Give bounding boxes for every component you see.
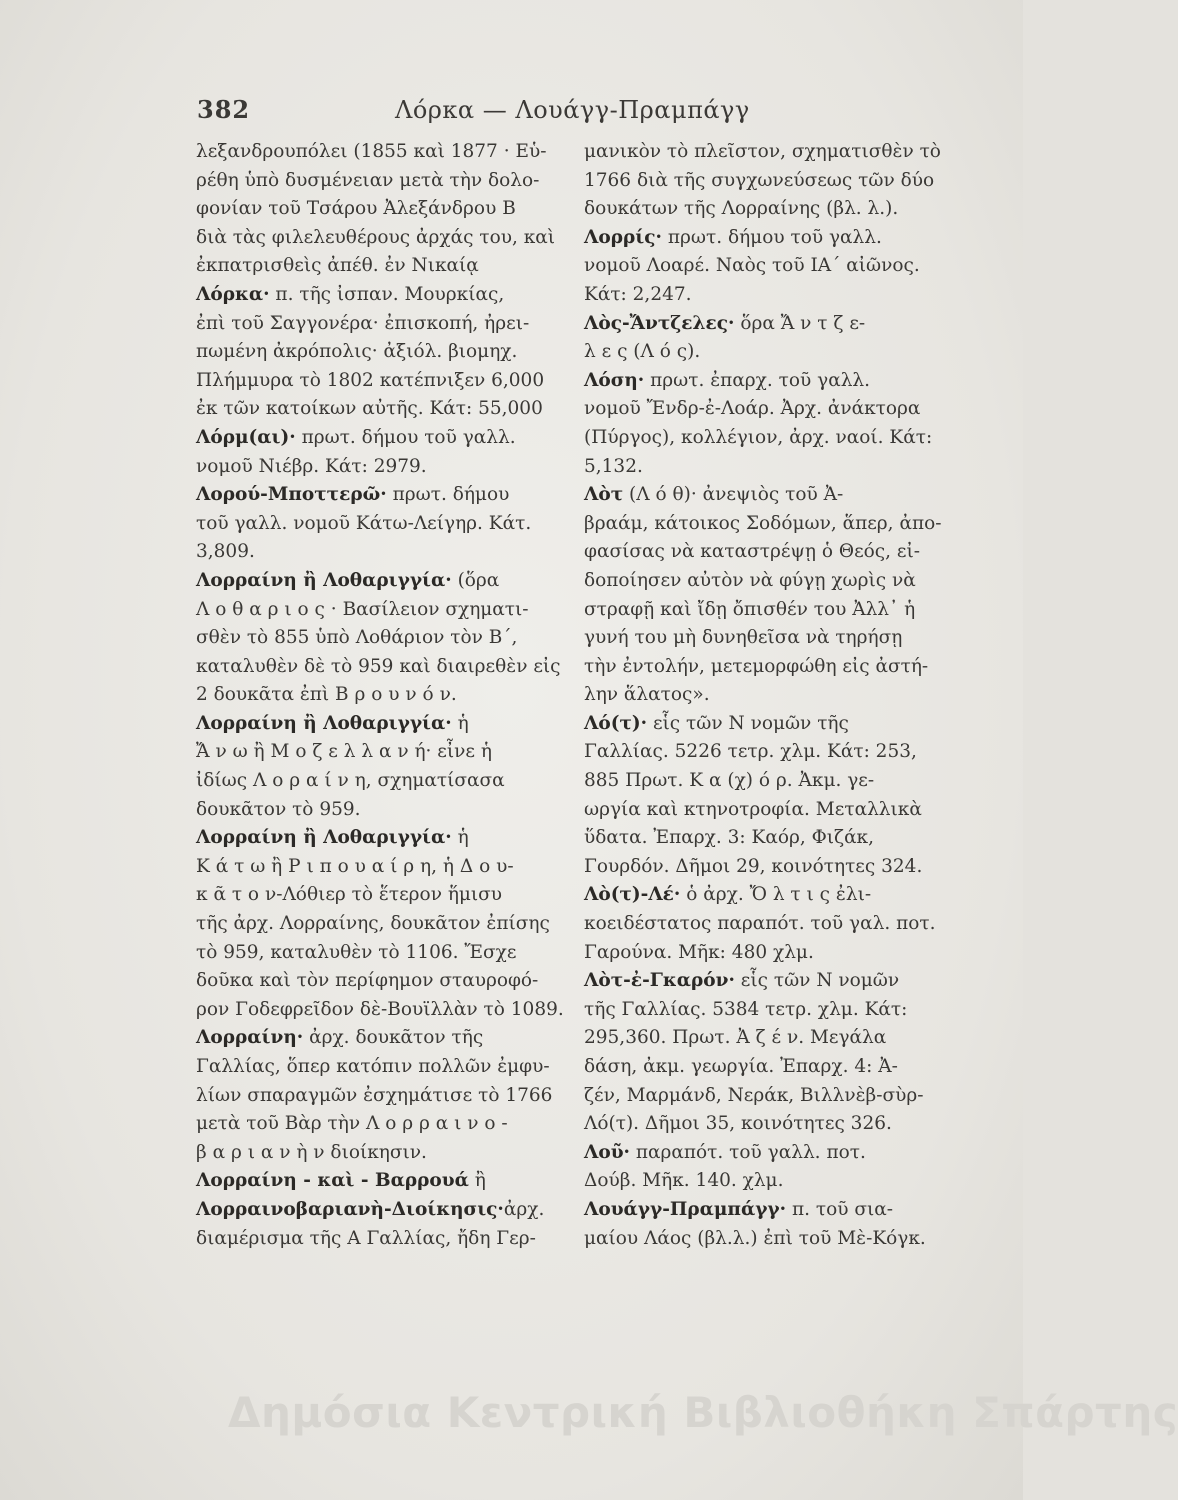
text-line bbox=[196, 881, 572, 910]
text-line bbox=[584, 367, 962, 396]
text-line bbox=[584, 281, 962, 310]
entry-text: ἢ bbox=[468, 1170, 486, 1192]
text-line bbox=[584, 167, 962, 196]
text-line bbox=[584, 310, 962, 339]
text-line bbox=[196, 338, 572, 367]
entry-text: 3,809. bbox=[196, 541, 255, 563]
text-line bbox=[584, 996, 962, 1025]
text-line bbox=[584, 1167, 962, 1196]
entry-text: τὸ 959, καταλυθὲν τὸ 1106. Ἔσχε bbox=[196, 941, 517, 963]
entry-headword: Λὸς-Ἄντζελες· bbox=[584, 312, 735, 334]
text-line bbox=[584, 653, 962, 682]
entry-headword: Λόρκα· bbox=[196, 283, 270, 305]
entry-text: ρέθη ὑπὸ δυσμένειαν μετὰ τὴν δολο- bbox=[196, 169, 540, 191]
left-column bbox=[196, 138, 572, 1253]
entry-text: Κ ά τ ω ἢ Ρ ι π ο υ α ί ρ η, ἡ Δ ο υ- bbox=[196, 855, 514, 877]
text-line bbox=[196, 796, 572, 825]
text-line bbox=[196, 1139, 572, 1168]
entry-text: 2 δουκᾶτα ἐπὶ Β ρ ο υ ν ό ν. bbox=[196, 684, 457, 706]
text-line bbox=[196, 596, 572, 625]
text-line bbox=[584, 967, 962, 996]
entry-text: 885 Πρωτ. Κ α (χ) ό ρ. Ἀκμ. γε- bbox=[584, 770, 875, 792]
text-line bbox=[584, 910, 962, 939]
text-line bbox=[584, 567, 962, 596]
entry-text: δουκᾶτον τὸ 959. bbox=[196, 798, 361, 820]
text-line bbox=[584, 881, 962, 910]
text-line bbox=[584, 767, 962, 796]
text-line bbox=[584, 338, 962, 367]
text-line bbox=[584, 1225, 962, 1254]
text-line bbox=[584, 738, 962, 767]
text-line bbox=[584, 224, 962, 253]
entry-headword: Λορραίνη ἢ Λοθαριγγία· bbox=[196, 569, 452, 591]
entry-text: λ ε ς (Λ ό ς). bbox=[584, 341, 701, 363]
entry-text: δοποίησεν αὐτὸν νὰ φύγῃ χωρὶς νὰ bbox=[584, 569, 916, 591]
entry-text: πρωτ. δήμου τοῦ γαλλ. bbox=[295, 426, 516, 448]
entry-headword: Λορρίς· bbox=[584, 226, 662, 248]
entry-text: ἰδίως Λ ο ρ α ί ν η, σχηματίσασα bbox=[196, 770, 505, 792]
text-line bbox=[196, 767, 572, 796]
entry-headword: Λορραινοβαριανὴ-Διοίκησις· bbox=[196, 1198, 504, 1220]
text-line bbox=[196, 138, 572, 167]
entry-text: σθὲν τὸ 855 ὑπὸ Λοθάριον τὸν Β΄, bbox=[196, 627, 518, 649]
text-line bbox=[196, 996, 572, 1025]
text-line bbox=[196, 1053, 572, 1082]
entry-text: Λό(τ). Δῆμοι 35, κοινότητες 326. bbox=[584, 1113, 892, 1135]
text-line bbox=[196, 1196, 572, 1225]
entry-text: ἀρχ. bbox=[503, 1198, 545, 1220]
text-line bbox=[196, 710, 572, 739]
text-line bbox=[196, 853, 572, 882]
entry-text: ἡ bbox=[451, 827, 469, 849]
entry-text: μαίου Λάος (βλ.λ.) ἐπὶ τοῦ Μὲ-Κόγκ. bbox=[584, 1227, 926, 1249]
text-line bbox=[196, 538, 572, 567]
entry-headword: Λορραίνη ἢ Λοθαριγγία· bbox=[196, 712, 452, 734]
entry-text: φονίαν τοῦ Τσάρου Ἀλεξάνδρου Β bbox=[196, 198, 516, 220]
entry-text: λεξανδρουπόλει (1855 καὶ 1877 · Εὑ- bbox=[196, 141, 547, 162]
text-line bbox=[584, 1082, 962, 1111]
entry-text: 295,360. Πρωτ. Ἀ ζ έ ν. Μεγάλα bbox=[584, 1027, 887, 1049]
entry-text: διὰ τὰς φιλελευθέρους ἀρχάς του, καὶ bbox=[196, 226, 556, 248]
entry-headword: Λορραίνη· bbox=[196, 1027, 304, 1049]
entry-text: τῆς ἀρχ. Λορραίνης, δουκᾶτον ἐπίσης bbox=[196, 913, 550, 935]
entry-text: Δούβ. Μῆκ. 140. χλμ. bbox=[584, 1170, 784, 1192]
entry-headword: Λορραίνη - καὶ - Βαρρουά bbox=[196, 1170, 469, 1192]
entry-text: ἡ bbox=[451, 712, 469, 734]
entry-headword: Λὸτ bbox=[584, 484, 624, 506]
text-line bbox=[196, 1082, 572, 1111]
entry-text: κ ᾶ τ ο ν-Λόθιερ τὸ ἕτερον ἥμισυ bbox=[196, 884, 503, 906]
entry-text: πρωτ. ἐπαρχ. τοῦ γαλλ. bbox=[644, 369, 871, 391]
text-line bbox=[196, 281, 572, 310]
text-line bbox=[196, 967, 572, 996]
text-line bbox=[196, 424, 572, 453]
entry-text: μετὰ τοῦ Βὰρ τὴν Λ ο ρ ρ α ι ν ο - bbox=[196, 1113, 508, 1135]
entry-headword: Λορραίνη ἢ Λοθαριγγία· bbox=[196, 827, 452, 849]
entry-text: δουκάτων τῆς Λορραίνης (βλ. λ.). bbox=[584, 198, 899, 220]
text-line bbox=[584, 395, 962, 424]
entry-text: ἐκπατρισθεὶς ἀπέθ. ἐν Νικαίᾳ bbox=[196, 255, 479, 277]
text-line bbox=[584, 1024, 962, 1053]
text-line bbox=[196, 1024, 572, 1053]
entry-text: παραπότ. τοῦ γαλλ. ποτ. bbox=[629, 1141, 866, 1163]
text-line bbox=[196, 653, 572, 682]
text-line bbox=[584, 1196, 962, 1225]
page-number: 382 bbox=[197, 95, 251, 124]
text-line bbox=[584, 939, 962, 968]
entry-text: Γαρούνα. Μῆκ: 480 χλμ. bbox=[584, 941, 814, 963]
entry-text: Γουρδόν. Δῆμοι 29, κοινότητες 324. bbox=[584, 855, 923, 877]
entry-text: μανικὸν τὸ πλεῖστον, σχηματισθὲν τὸ bbox=[584, 141, 941, 162]
entry-text: νομοῦ Ἔνδρ-ἐ-Λοάρ. Ἀρχ. ἀνάκτορα bbox=[584, 398, 921, 420]
entry-text: ἐκ τῶν κατοίκων αὐτῆς. Κάτ: 55,000 bbox=[196, 398, 543, 420]
entry-text: νομοῦ Νιέβρ. Κάτ: 2979. bbox=[196, 455, 427, 477]
entry-text: πρωτ. δήμου τοῦ γαλλ. bbox=[661, 226, 882, 248]
entry-text: π. τοῦ σια- bbox=[786, 1198, 894, 1220]
text-line bbox=[196, 567, 572, 596]
entry-text: ὕδατα. Ἐπαρχ. 3: Καόρ, Φιζάκ, bbox=[584, 827, 875, 849]
entry-text: γυνή του μὴ δυνηθεῖσα νὰ τηρήσῃ bbox=[584, 627, 903, 649]
entry-text: ὁ ἀρχ. Ὄ λ τ ι ς ἐλι- bbox=[680, 884, 872, 906]
text-line bbox=[196, 195, 572, 224]
library-watermark: Δημόσια Κεντρική Βιβλιοθήκη Σπάρτης bbox=[228, 1388, 1178, 1437]
entry-text: Λ ο θ α ρ ι ο ς · Βασίλειον σχηματι- bbox=[196, 598, 529, 620]
entry-text: (Πύργος), κολλέγιον, ἀρχ. ναοί. Κάτ: bbox=[584, 426, 933, 448]
entry-text: τὴν ἐντολήν, μετεμορφώθη εἰς ἀστή- bbox=[584, 655, 929, 677]
text-line bbox=[196, 481, 572, 510]
entry-text: εἷς τῶν Ν νομῶν bbox=[734, 970, 900, 992]
text-line bbox=[196, 367, 572, 396]
entry-headword: Λὸ(τ)-Λέ· bbox=[584, 884, 681, 906]
entry-text: Ἄ ν ω ἢ Μ ο ζ ε λ λ α ν ή· εἶνε ἡ bbox=[196, 741, 492, 763]
running-head: Λόρκα — Λουάγγ-Πραμπάγγ bbox=[395, 96, 750, 124]
text-line bbox=[584, 195, 962, 224]
entry-text: 1766 διὰ τῆς συγχωνεύσεως τῶν δύο bbox=[584, 169, 935, 191]
text-line bbox=[584, 252, 962, 281]
text-line bbox=[584, 1139, 962, 1168]
entry-text: λίων σπαραγμῶν ἐσχημάτισε τὸ 1766 bbox=[196, 1084, 553, 1106]
text-line bbox=[196, 1167, 572, 1196]
text-line bbox=[584, 138, 962, 167]
text-line bbox=[584, 681, 962, 710]
text-line bbox=[584, 710, 962, 739]
text-line bbox=[196, 167, 572, 196]
entry-text: ἀρχ. δουκᾶτον τῆς bbox=[303, 1027, 484, 1049]
text-line bbox=[584, 538, 962, 567]
text-line bbox=[584, 510, 962, 539]
text-line bbox=[196, 910, 572, 939]
entry-headword: Λόρμ(αι)· bbox=[196, 426, 296, 448]
text-line bbox=[584, 481, 962, 510]
right-column bbox=[584, 138, 962, 1253]
text-line bbox=[584, 1110, 962, 1139]
text-line bbox=[196, 310, 572, 339]
entry-text: Πλήμμυρα τὸ 1802 κατέπνιξεν 6,000 bbox=[196, 369, 545, 391]
entry-text: π. τῆς ἰσπαν. Μουρκίας, bbox=[269, 283, 505, 305]
entry-text: βραάμ, κάτοικος Σοδόμων, ἅπερ, ἀπο- bbox=[584, 512, 942, 534]
entry-headword: Λόση· bbox=[584, 369, 645, 391]
entry-text: ὅρα Ἄ ν τ ζ ε- bbox=[734, 312, 866, 334]
text-line bbox=[196, 624, 572, 653]
entry-text: διαμέρισμα τῆς Α Γαλλίας, ἤδη Γερ- bbox=[196, 1227, 536, 1249]
text-line bbox=[196, 738, 572, 767]
entry-headword: Λορού-Μποττερῶ· bbox=[196, 484, 387, 506]
text-line bbox=[196, 681, 572, 710]
text-line bbox=[196, 252, 572, 281]
entry-text: τοῦ γαλλ. νομοῦ Κάτω-Λείγηρ. Κάτ. bbox=[196, 512, 532, 534]
entry-headword: Λὸτ-ἐ-Γκαρόν· bbox=[584, 970, 735, 992]
entry-text: φασίσας νὰ καταστρέψῃ ὁ Θεός, εἰ- bbox=[584, 541, 921, 563]
text-line bbox=[584, 424, 962, 453]
text-line bbox=[196, 1225, 572, 1254]
entry-text: Γαλλίας. 5226 τετρ. χλμ. Κάτ: 253, bbox=[584, 741, 917, 763]
entry-text: Γαλλίας, ὅπερ κατόπιν πολλῶν ἐμφυ- bbox=[196, 1056, 550, 1077]
entry-headword: Λοῦ· bbox=[584, 1141, 630, 1163]
text-line bbox=[584, 796, 962, 825]
entry-text: (ὅρα bbox=[451, 569, 500, 591]
entry-text: καταλυθὲν δὲ τὸ 959 καὶ διαιρεθὲν εἰς bbox=[196, 655, 561, 677]
text-line bbox=[584, 824, 962, 853]
entry-text: εἷς τῶν Ν νομῶν τῆς bbox=[647, 712, 849, 734]
entry-text: ζέν, Μαρμάνδ, Νεράκ, Βιλλνὲβ-σὺρ- bbox=[584, 1084, 924, 1106]
entry-text: ρον Γοδεφρεῖδον δὲ-Βουϊλλὰν τὸ 1089. bbox=[196, 998, 564, 1020]
text-line bbox=[584, 853, 962, 882]
entry-text: β α ρ ι α ν ὴ ν διοίκησιν. bbox=[196, 1141, 427, 1163]
text-line bbox=[584, 453, 962, 482]
entry-headword: Λό(τ)· bbox=[584, 712, 648, 734]
entry-text: τῆς Γαλλίας. 5384 τετρ. χλμ. Κάτ: bbox=[584, 998, 908, 1020]
entry-text: πρωτ. δήμου bbox=[386, 484, 510, 506]
entry-text: πωμένη ἀκρόπολις· ἀξιόλ. βιομηχ. bbox=[196, 341, 518, 363]
entry-text: 5,132. bbox=[584, 455, 643, 477]
text-line bbox=[196, 939, 572, 968]
entry-text: ωργία καὶ κτηνοτροφία. Μεταλλικὰ bbox=[584, 798, 922, 820]
text-line bbox=[196, 824, 572, 853]
entry-text: δοῦκα καὶ τὸν περίφημον σταυροφό- bbox=[196, 970, 539, 992]
text-line bbox=[196, 224, 572, 253]
text-line bbox=[196, 1110, 572, 1139]
entry-text: Κάτ: 2,247. bbox=[584, 283, 692, 305]
entry-text: κοειδέστατος παραπότ. τοῦ γαλ. ποτ. bbox=[584, 913, 936, 935]
text-line bbox=[196, 453, 572, 482]
entry-text: ἐπὶ τοῦ Σαγγονέρα· ἐπισκοπή, ἠρει- bbox=[196, 312, 530, 334]
entry-text: στραφῇ καὶ ἴδῃ ὄπισθέν του Ἀλλ᾽ ἡ bbox=[584, 598, 916, 620]
entry-text: λην ἅλατος». bbox=[584, 684, 710, 706]
text-line bbox=[584, 596, 962, 625]
text-line bbox=[584, 1053, 962, 1082]
text-line bbox=[196, 395, 572, 424]
text-line bbox=[196, 510, 572, 539]
entry-text: δάση, ἀκμ. γεωργία. Ἐπαρχ. 4: Ἀ- bbox=[584, 1056, 898, 1077]
entry-text: νομοῦ Λοαρέ. Ναὸς τοῦ ΙΑ΄ αἰῶνος. bbox=[584, 255, 920, 277]
entry-headword: Λουάγγ-Πραμπάγγ· bbox=[584, 1198, 787, 1220]
entry-text: (Λ ό θ)· ἀνεψιὸς τοῦ Ἀ- bbox=[623, 484, 844, 506]
text-line bbox=[584, 624, 962, 653]
